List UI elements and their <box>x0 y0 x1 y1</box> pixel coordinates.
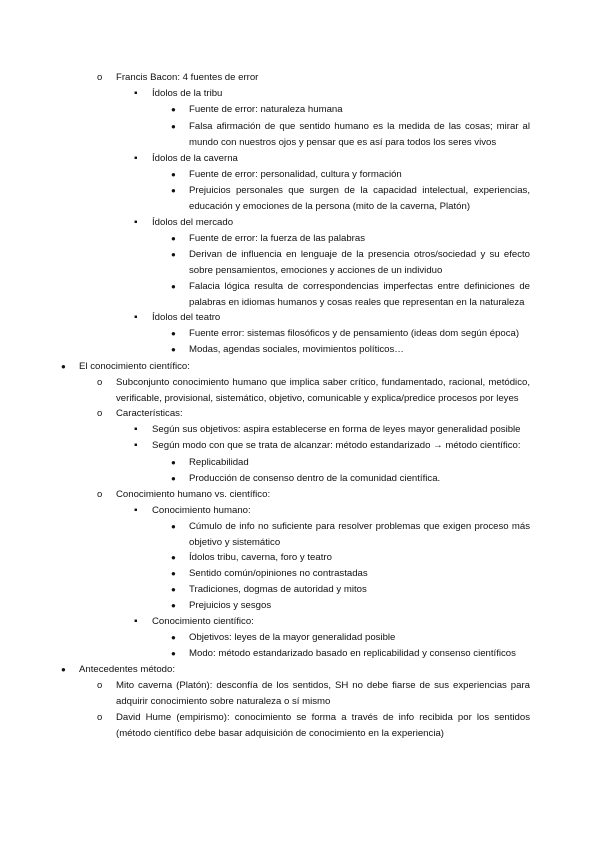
list-item: Subconjunto conocimiento humano que implica saber crítico, fundamentado, racional, metódico, verificable, provisional, sistemático, objetivo, comunicable y explica/predice procesos por leyes <box>116 377 530 404</box>
disc-bullet-icon <box>171 231 176 246</box>
circle-bullet-icon <box>97 487 102 502</box>
list-item: Según sus objetivos: aspira establecerse en forma de leyes mayor generalidad posible <box>152 424 521 435</box>
disc-bullet-icon <box>171 455 176 470</box>
humano-heading: Conocimiento humano: <box>152 505 251 516</box>
list-item: Fuente de error: la fuerza de las palabras <box>189 233 365 244</box>
list-item: Fuente error: sistemas filosóficos y de pensamiento (ideas dom según época) <box>189 328 520 339</box>
square-bullet-icon <box>134 614 138 629</box>
disc-bullet-icon <box>171 471 176 486</box>
list-item: Modas, agendas sociales, movimientos políticos… <box>189 344 404 355</box>
caverna-heading: Ídolos de la caverna <box>152 153 238 164</box>
caracteristicas-heading: Características: <box>116 408 183 419</box>
disc-bullet-icon <box>171 279 176 294</box>
list-item: Derivan de influencia en lenguaje de la presencia otros/sociedad y su efecto sobre pensamientos, emociones y acciones de un individuo <box>189 249 530 276</box>
circle-bullet-icon <box>97 678 102 693</box>
disc-bullet-icon <box>171 519 176 534</box>
circle-bullet-icon <box>97 406 102 421</box>
bacon-heading: Francis Bacon: 4 fuentes de error <box>116 72 259 83</box>
disc-bullet-icon <box>171 630 176 645</box>
disc-bullet-icon <box>171 342 176 357</box>
disc-bullet-icon <box>171 167 176 182</box>
humano-vs-heading: Conocimiento humano vs. científico: <box>116 489 271 500</box>
list-item: Prejuicios y sesgos <box>189 600 272 611</box>
list-item: Falsa afirmación de que sentido humano es la medida de las cosas; mirar al mundo con nuestros ojos y pensar que es así para todos los seres vivos <box>189 121 530 148</box>
cientifico-heading: El conocimiento científico: <box>79 361 190 372</box>
disc-bullet-icon <box>171 598 176 613</box>
disc-bullet-icon <box>61 359 66 374</box>
disc-bullet-icon <box>171 566 176 581</box>
square-bullet-icon <box>134 215 138 230</box>
square-bullet-icon <box>134 310 138 325</box>
list-item: Fuente de error: personalidad, cultura y formación <box>189 169 402 180</box>
disc-bullet-icon <box>61 662 66 677</box>
list-item: Fuente de error: naturaleza humana <box>189 104 343 115</box>
list-item: Cúmulo de info no suficiente para resolver problemas que exigen proceso más objetivo y sistemático <box>189 521 530 548</box>
list-item: Ídolos tribu, caverna, foro y teatro <box>189 552 332 563</box>
list-item: Objetivos: leyes de la mayor generalidad posible <box>189 632 396 643</box>
list-item: Producción de consenso dentro de la comunidad científica. <box>189 473 441 484</box>
square-bullet-icon <box>134 438 138 453</box>
list-item: Tradiciones, dogmas de autoridad y mitos <box>189 584 367 595</box>
circle-bullet-icon <box>97 70 102 85</box>
disc-bullet-icon <box>171 550 176 565</box>
tribu-heading: Ídolos de la tribu <box>152 88 223 99</box>
circle-bullet-icon <box>97 375 102 390</box>
antecedentes-heading: Antecedentes método: <box>79 664 176 675</box>
disc-bullet-icon <box>171 119 176 134</box>
list-item: Sentido común/opiniones no contrastadas <box>189 568 368 579</box>
disc-bullet-icon <box>171 582 176 597</box>
list-item: Replicabilidad <box>189 457 249 468</box>
mercado-heading: Ídolos del mercado <box>152 217 234 228</box>
cientifico-sub-heading: Conocimiento científico: <box>152 616 254 627</box>
square-bullet-icon <box>134 503 138 518</box>
disc-bullet-icon <box>171 102 176 117</box>
list-item: Según modo con que se trata de alcanzar: método estandarizado → método científico: <box>152 440 521 451</box>
list-item: Prejuicios personales que surgen de la capacidad intelectual, experiencias, educación y emociones de la persona (mito de la caverna, Platón) <box>189 185 530 212</box>
list-item: Mito caverna (Platón): desconfía de los sentidos, SH no debe fiarse de sus experiencias para adquirir conocimiento sobre naturaleza o sí mismo <box>116 680 530 707</box>
list-item: David Hume (empirismo): conocimiento se forma a través de info recibida por los sentidos (método científico debe basar adquisición de conocimiento en la experiencia) <box>116 712 530 739</box>
disc-bullet-icon <box>171 326 176 341</box>
disc-bullet-icon <box>171 646 176 661</box>
square-bullet-icon <box>134 422 138 437</box>
list-item: Modo: método estandarizado basado en replicabilidad y consenso científicos <box>189 648 516 659</box>
circle-bullet-icon <box>97 710 102 725</box>
disc-bullet-icon <box>171 247 176 262</box>
teatro-heading: Ídolos del teatro <box>152 312 221 323</box>
square-bullet-icon <box>134 86 138 101</box>
list-item: Falacia lógica resulta de correspondencias imperfectas entre definiciones de palabras en idiomas humanos y cosas reales que representan en la naturaleza <box>189 281 530 308</box>
square-bullet-icon <box>134 151 138 166</box>
disc-bullet-icon <box>171 183 176 198</box>
